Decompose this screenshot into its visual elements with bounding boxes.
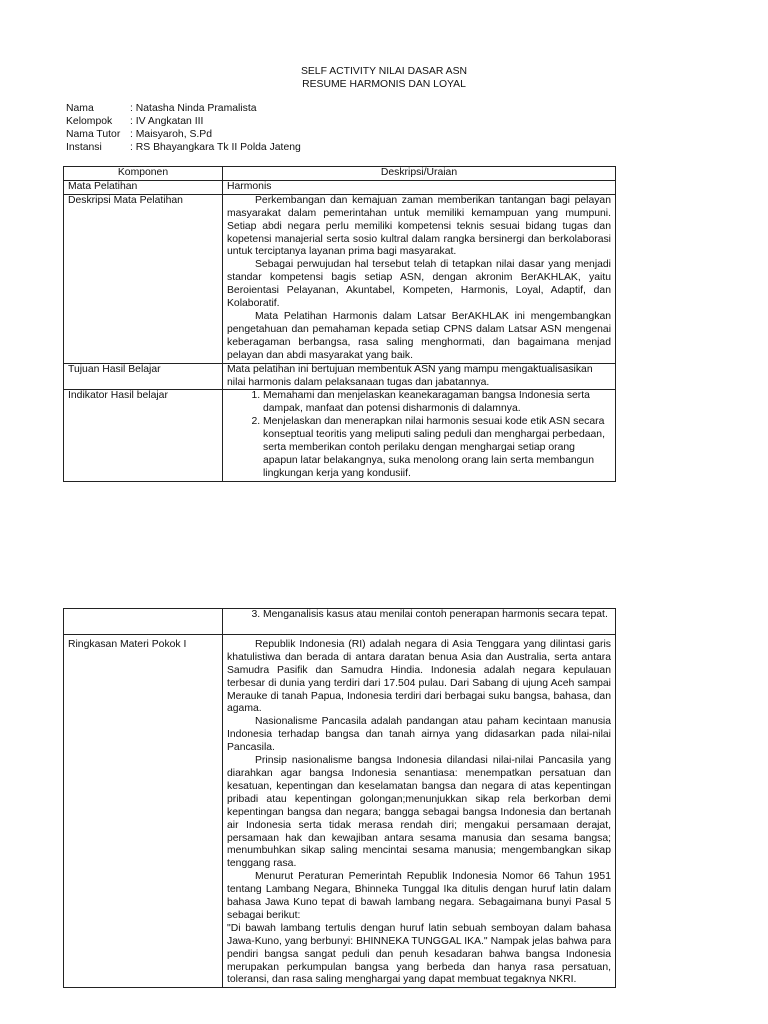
- table-row: [64, 609, 616, 635]
- document-title-line1: SELF ACTIVITY NILAI DASAR ASN: [300, 66, 468, 77]
- list-item: 1. Memahami dan menjelaskan keanekaragaman bangsa Indonesia serta dampak, manfaat dan potensi disharmonis di dalamnya.: [263, 390, 611, 416]
- info-value: : RS Bhayangkara Tk II Polda Jateng: [130, 141, 301, 153]
- row-value-mata-pelatihan: Harmonis: [223, 180, 616, 194]
- row-value-tujuan: Mata pelatihan ini bertujuan membentuk ASN yang mampu mengaktualisasikan nilai harmonis dalam pelaksanaan tugas dan jabatannya.: [223, 363, 616, 390]
- info-value: : IV Angkatan III: [130, 115, 204, 127]
- row-value-deskripsi: [223, 194, 616, 363]
- info-key: Instansi: [66, 141, 102, 153]
- ringkasan-quote: "Di bawah lambang tertulis dengan huruf latin sebuah semboyan dalam bahasa Jawa-Kuno, yang berbunyi: BHINNEKA TUNGGAL IKA." Nampak jelas bahwa para pendiri bangsa sangat peduli dan penuh kesadaran bahwa bangsa Indonesia merupakan perkumpulan bangsa yang berbeda dan hanya rasa persatuan, toleransi, dan rasa saling menghargai yang dapat membuat tegaknya NKRI.: [227, 922, 611, 986]
- ringkasan-paragraph: Menurut Peraturan Pemerintah Republik Indonesia Nomor 66 Tahun 1951 tentang Lambang Negara, Bhinneka Tunggal Ika ditulis dengan huruf latin dalam bahasa Jawa Kuno tepat di bawah lambang negara. Sebagaimana bunyi Pasal 5 sebagai berikut:: [227, 871, 611, 921]
- header-komponen: Komponen: [64, 167, 223, 181]
- row-label-mata-pelatihan: Mata Pelatihan: [64, 180, 223, 194]
- row-value-indikator: [223, 390, 616, 481]
- table-row: [64, 180, 616, 194]
- info-row-kelompok: [66, 116, 301, 129]
- info-value: : Maisyaroh, S.Pd: [130, 128, 213, 140]
- row-label-empty: [64, 609, 223, 635]
- indikator-list: [227, 390, 611, 480]
- row-label-indikator: Indikator Hasil belajar: [64, 390, 223, 481]
- table-row: [64, 363, 616, 390]
- component-table-page1: [63, 166, 616, 482]
- info-row-instansi: [66, 142, 301, 155]
- table-header-row: [64, 167, 616, 181]
- table-row: [64, 634, 616, 987]
- list-item: 3. Menganalisis kasus atau menilai contoh penerapan harmonis secara tepat.: [263, 609, 611, 622]
- deskripsi-paragraph: Sebagai perwujudan hal tersebut telah di tetapkan nilai dasar yang menjadi standar kompetensi bagis setiap ASN, dengan akronim BerAKHLAK, yaitu Beroientasi Pelayanan, Akuntabel, Kompeten, Harmonis, Loyal, Adaptif, dan Kolaboratif.: [227, 259, 611, 310]
- row-value-indikator-cont: [223, 609, 616, 635]
- info-key: Nama: [66, 103, 94, 114]
- row-value-ringkasan: [223, 634, 616, 987]
- info-key: Kelompok: [66, 115, 113, 127]
- deskripsi-paragraph: Mata Pelatihan Harmonis dalam Latsar BerAKHLAK ini mengembangkan pengetahuan dan pemahaman kepada setiap CPNS dalam Latsar ASN mengenai keberagaman berbangsa, rasa saling menghormati, dan bagaimana menjad pelayan dan abdi masyarakat yang baik.: [227, 310, 611, 361]
- document-title-line2: RESUME HARMONIS DAN LOYAL: [302, 79, 466, 90]
- row-label-ringkasan: Ringkasan Materi Pokok I: [64, 634, 223, 987]
- ringkasan-paragraph: Nasionalisme Pancasila adalah pandangan atau paham kecintaan manusia Indonesia terhadap bangsa dan tanah airnya yang didasarkan pada nilai-nilai Pancasila.: [227, 716, 611, 754]
- info-value: : Natasha Ninda Pramalista: [130, 103, 257, 114]
- row-label-tujuan: Tujuan Hasil Belajar: [64, 363, 223, 390]
- list-item: 2. Menjelaskan dan menerapkan nilai harmonis sesuai kode etik ASN secara konseptual teoritis yang meliputi saling peduli dan menghargai perbedaan, serta memberikan contoh perilaku dengan menghargai setiap orang apapun latar belakangnya, suka menolong orang lain serta membangun lingkungan kerja yang kondusiif.: [263, 416, 611, 481]
- table-row: [64, 390, 616, 481]
- header-deskripsi: Deskripsi/Uraian: [223, 167, 616, 181]
- table-row: [64, 194, 616, 363]
- component-table-page2: [63, 608, 616, 988]
- ringkasan-paragraph: Prinsip nasionalisme bangsa Indonesia dilandasi nilai-nilai Pancasila yang diarahkan agar bangsa Indonesia senantiasa: menempatkan persatuan dan kesatuan, kepentingan dan keselamatan bangsa dan negara di atas kepentingan pribadi atau kepentingan golongan;menunjukkan sikap rela berkorban demi kepentingan bangsa dan negara; bangga sebagai bangsa Indonesia dan bertanah air Indonesia serta tidak merasa rendah diri; mengakui persamaan derajat, persamaan hak dan kewajiban antara sesama manusia dan sesama bangsa; menumbuhkan sikap saling mencintai sesama manusia; mengembangkan sikap tenggang rasa.: [227, 755, 611, 870]
- ringkasan-paragraph: Republik Indonesia (RI) adalah negara di Asia Tenggara yang dilintasi garis khatulistiwa dan berada di antara daratan benua Asia dan Australia, serta antara Samudra Pasifik dan Samudra Hindia. Indonesia adalah negara kepulauan terbesar di dunia yang terdiri dari 17.504 pulau. Dari Sabang di ujung Aceh sampai Merauke di tanah Papua, Indonesia terdiri dari berbagai suku bangsa, bahasa, dan agama.: [227, 638, 611, 715]
- identity-block: [66, 103, 301, 155]
- info-key: Nama Tutor: [66, 128, 121, 140]
- row-label-deskripsi: Deskripsi Mata Pelatihan: [64, 194, 223, 363]
- info-row-tutor: [66, 129, 301, 142]
- indikator-list-continued: [227, 609, 611, 622]
- deskripsi-paragraph: Perkembangan dan kemajuan zaman memberikan tantangan bagi pelayan masyarakat dalam pemerintahan untuk memiliki kemampuan yang mumpuni. Setiap abdi negara perlu memiliki kompetensi teknis sesuai bidang tugas dan kopetensi manajerial serta sosio kultral dalam rangka bersinergi dan berkolaborasi untuk terciptanya layanan prima bagi masyarakat.: [227, 194, 611, 258]
- info-row-nama: [66, 103, 301, 116]
